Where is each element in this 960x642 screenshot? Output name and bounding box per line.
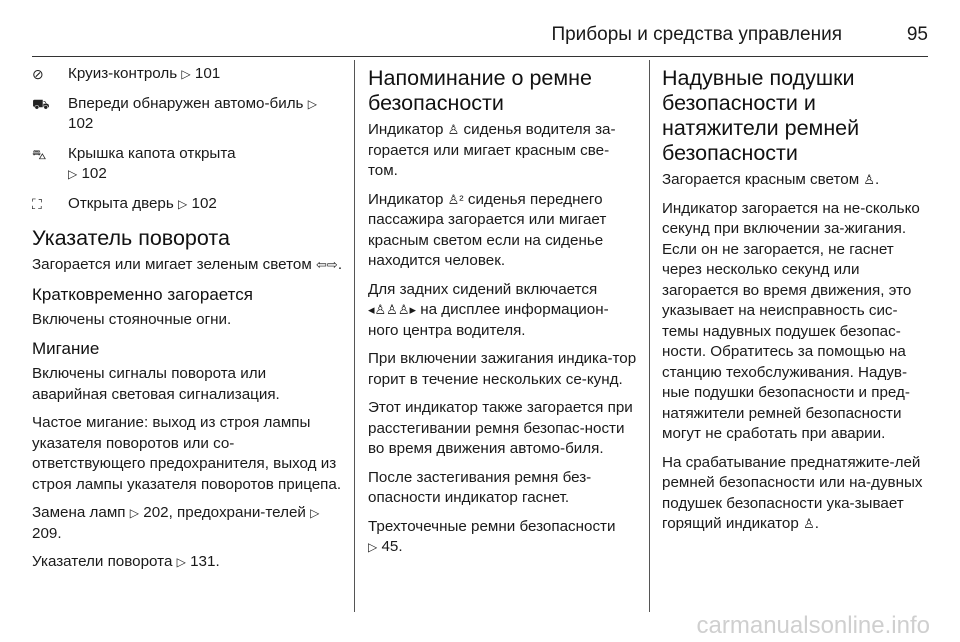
page-ref[interactable]: 102 [68, 115, 94, 132]
header-divider [32, 56, 928, 57]
page-header-title: Приборы и средства управления [551, 24, 842, 45]
airbag-text-2: Индикатор загорается на не-сколько секунд при включении за-жигания. Если он не загорается, не гаснет через несколько секунд или загорается во время движения, это указывает на неисправность сис-темы надувных подушек безопас-ности. Обратитесь за помощью на станцию техобслуживания. Надув-ные подушки безопасности и пред-натяжители ремней безопасности могут не сработать при аварии. [662, 199, 920, 442]
indicator-text: Круиз-контроль [68, 65, 178, 82]
rear-seatbelt-icon: ◂♙♙♙▸ [368, 302, 417, 317]
column-divider-1 [354, 60, 355, 612]
section-title-seatbelt: Напоминание о ремне безопасности [368, 66, 592, 115]
column-2 [368, 64, 638, 566]
page-ref-arrow-icon: ▷ [310, 506, 320, 520]
indicator-row-cruise [32, 64, 344, 85]
seatbelt-text-6: После застегивания ремня без-опасности индикатор гаснет. [368, 468, 592, 506]
airbag-icon: ♙ [863, 172, 876, 187]
vehicle-ahead-icon: ⛟ [32, 95, 50, 112]
indicator-row-door [32, 194, 344, 215]
page-ref-arrow-icon: ▷ [178, 196, 188, 211]
indicator-row-hood [32, 144, 344, 185]
subsection-title-flashing: Мигание [32, 339, 100, 358]
page-number: 95 [906, 24, 928, 45]
cruise-control-icon: ⊘ [32, 66, 44, 82]
page-ref-arrow-icon: ▷ [68, 167, 78, 181]
seatbelt-text-1: Индикатор ♙ сиденья водителя за-горается или мигает красным све-том. [368, 121, 616, 179]
page-ref[interactable]: 131 [190, 553, 216, 570]
seatbelt-text-3: Для задних сидений включается ◂♙♙♙▸ на дисплее информацион-ного центра водителя. [368, 280, 609, 339]
column-3 [662, 64, 932, 543]
page-ref[interactable]: 101 [194, 65, 221, 82]
indicator-text: Открыта дверь [68, 194, 174, 212]
airbag-text-1: Загорается красным светом ♙. [662, 171, 880, 188]
flashing-text-3: Замена ламп ▷ 202, предохрани-телей ▷ 209. [32, 504, 320, 542]
page-ref[interactable]: 202 [143, 504, 169, 521]
subsection-title-brief: Кратковременно загорается [32, 284, 253, 304]
seatbelt-text-7: Трехточечные ремни безопасности ▷ 45. [368, 517, 616, 555]
indicator-text: Впереди обнаружен автомо-биль [68, 94, 304, 112]
seatbelt-text-5: Этот индикатор также загорается при расстегивании ремня безопас-ности во время движения автомо-биля. [368, 399, 633, 457]
column-divider-2 [649, 60, 650, 612]
airbag-icon: ♙ [803, 516, 815, 531]
page-ref[interactable]: 209 [32, 524, 58, 542]
page-ref[interactable]: 102 [81, 165, 107, 182]
section-title-turn-signal: Указатель поворота [32, 226, 230, 250]
page-ref-arrow-icon: ▷ [368, 540, 378, 554]
page-ref[interactable]: 45 [381, 538, 399, 555]
brief-text: Включены стояночные огни. [32, 310, 232, 328]
seatbelt-text-2: Индикатор ♙² сиденья переднего пассажира загорается или мигает красным светом если на сиденье находится человек. [368, 190, 607, 269]
seatbelt-passenger-icon: ♙² [447, 191, 464, 207]
hood-open-icon: ⛍ [32, 145, 47, 162]
flashing-text-2: Частое мигание: выход из строя лампы указателя поворотов или со-ответствующего предохранителя, выход из строя лампы указателя поворотов прицепа. [32, 414, 342, 493]
page-ref-arrow-icon: ▷ [176, 555, 186, 569]
turn-signal-intro: Загорается или мигает зеленым светом ⇦⇨. [32, 256, 343, 273]
indicator-text: Крышка капота открыта [68, 144, 236, 162]
section-title-airbags: Надувные подушки безопасности и натяжители ремней безопасности [662, 66, 860, 165]
indicator-row-vehicle [32, 94, 344, 135]
flashing-text-4: Указатели поворота ▷ 131. [32, 553, 220, 570]
turn-signal-icon: ⇦⇨ [316, 257, 338, 272]
flashing-text-1: Включены сигналы поворота или аварийная световая сигнализация. [32, 365, 280, 403]
door-open-icon: ⛶ [32, 195, 42, 212]
seatbelt-text-4: При включении зажигания индика-тор горит в течение нескольких се-кунд. [368, 350, 637, 388]
watermark: carmanualsonline.info [696, 612, 930, 639]
page-ref-arrow-icon: ▷ [129, 506, 140, 520]
seatbelt-icon: ♙ [447, 122, 460, 137]
page-ref[interactable]: 102 [191, 194, 217, 212]
airbag-text-3: На срабатывание преднатяжите-лей ремней безопасности или на-дувных подушек безопасности ука-зывает горящий индикатор ♙. [662, 453, 923, 532]
column-1 [32, 64, 344, 581]
page-ref-arrow-icon: ▷ [181, 67, 191, 81]
page-ref-arrow-icon: ▷ [307, 96, 317, 111]
